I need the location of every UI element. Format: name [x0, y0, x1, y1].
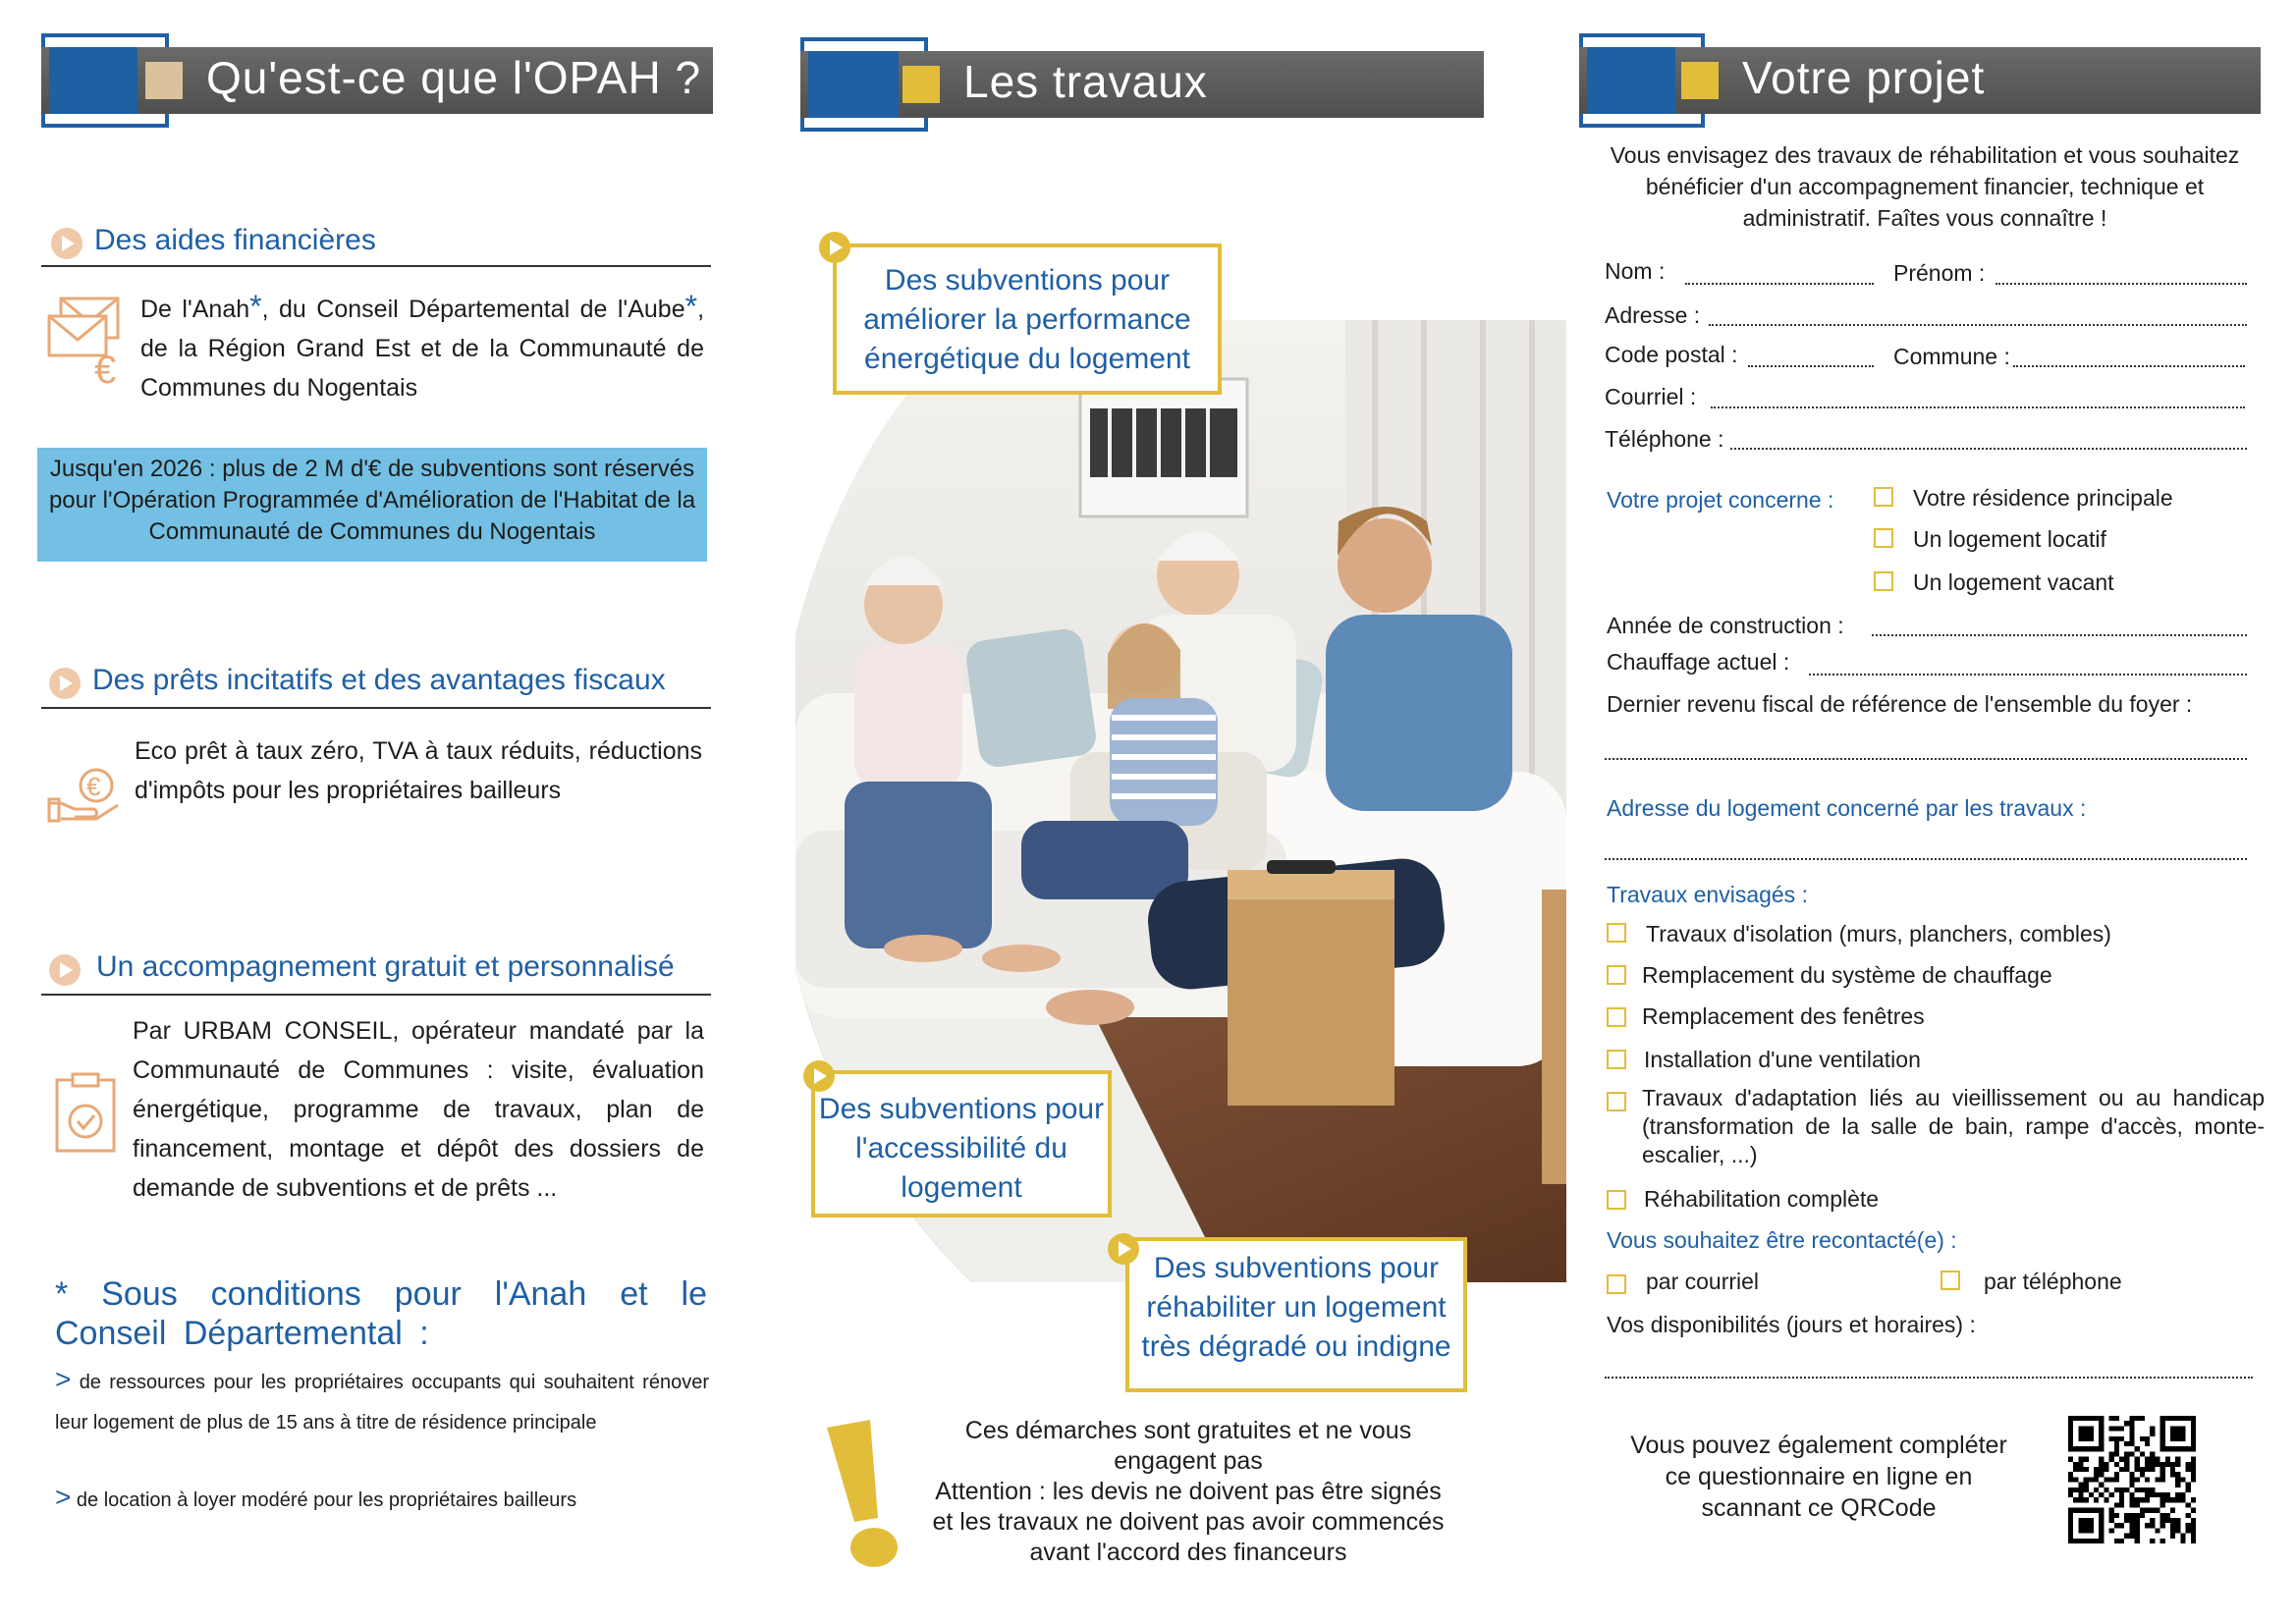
warning-note: Ces démarches sont gratuites et ne vous engagent pas Attention : les devis ne doivent pas être signés et les travaux ne doivent pas avoir commencés avant l'accord des financeurs	[932, 1417, 1445, 1566]
travaux-item: Installation d'une ventilation	[1644, 1047, 1921, 1072]
section-title-aides: Des aides financières	[94, 224, 376, 256]
travaux-label: Travaux envisagés :	[1607, 882, 1808, 907]
header-square-icon	[902, 66, 940, 103]
condition-item: > de ressources pour les propriétaires occupants qui souhaitent rénover leur logement de plus de 15 ans à titre de résidence principale	[55, 1364, 709, 1434]
recontact-label: Vous souhaitez être recontacté(e) :	[1607, 1227, 1957, 1253]
right-header	[1579, 47, 2261, 114]
budget-highlight-box: Jusqu'en 2026 : plus de 2 M d'€ de subventions sont réservés pour l'Opération Programmée d'Amélioration de l'Habitat de la Communauté de Communes du Nogentais	[37, 448, 707, 562]
projet-label: Votre projet concerne :	[1607, 487, 1834, 513]
conditions-title: * Sous conditions pour l'Anah et le Conseil Départemental :	[55, 1275, 707, 1352]
clipboard-check-icon	[53, 1072, 118, 1160]
header-blue-accent	[1587, 47, 1675, 114]
qr-code[interactable]	[2068, 1416, 2196, 1543]
checkbox-chauffage[interactable]	[1607, 965, 1626, 985]
nom-label: Nom :	[1605, 258, 1666, 284]
svg-text:€: €	[86, 772, 101, 801]
disponibilites-label: Vos disponibilités (jours et horaires) :	[1607, 1312, 1976, 1337]
middle-header	[800, 51, 1484, 118]
checkbox-fenetres[interactable]	[1607, 1007, 1626, 1027]
section-title-accompagnement: Un accompagnement gratuit et personnalisé	[96, 950, 675, 983]
play-bullet-icon	[51, 228, 82, 259]
code-postal-field[interactable]	[1748, 365, 1874, 367]
checkbox-par-courriel[interactable]	[1607, 1274, 1626, 1294]
header-title: Qu'est-ce que l'OPAH ?	[206, 52, 702, 103]
play-bullet-icon	[803, 1060, 835, 1092]
callout-accessibilite: Des subventions pour l'accessibilité du logement	[811, 1070, 1112, 1217]
commune-field[interactable]	[2013, 365, 2245, 367]
section-divider	[41, 994, 711, 996]
checkbox-par-telephone[interactable]	[1941, 1271, 1960, 1290]
travaux-item: Réhabilitation complète	[1644, 1186, 1880, 1212]
section-divider	[41, 265, 711, 267]
callout-performance-energetique: Des subventions pour améliorer la performance énergétique du logement	[833, 243, 1222, 395]
annee-label: Année de construction :	[1607, 613, 1844, 638]
checkbox-isolation[interactable]	[1607, 923, 1626, 943]
callout-rehabilitation: Des subventions pour réhabiliter un logement très dégradé ou indigne	[1125, 1237, 1467, 1392]
form-intro: Vous envisagez des travaux de réhabilitation et vous souhaitez bénéficier d'un accompagnement financier, technique et administratif. Faîtes vous connaître !	[1610, 142, 2240, 231]
commune-label: Commune :	[1893, 344, 2010, 369]
header-title: Votre projet	[1742, 52, 1986, 103]
recontact-option: par téléphone	[1984, 1269, 2122, 1294]
chauffage-label: Chauffage actuel :	[1607, 649, 1790, 675]
left-header	[41, 47, 713, 114]
checkbox-residence-principale[interactable]	[1874, 487, 1893, 507]
option-label: Un logement locatif	[1913, 526, 2106, 552]
adresse-label: Adresse :	[1605, 302, 1701, 328]
aides-text: De l'Anah*, du Conseil Départemental de l'Aube*, de la Région Grand Est et de la Communauté de Communes du Nogentais	[140, 289, 705, 402]
online-text: Vous pouvez également compléter ce questionnaire en ligne en scannant ce QRCode	[1630, 1432, 2007, 1522]
travaux-item: Remplacement des fenêtres	[1642, 1003, 1925, 1029]
envelope-euro-icon	[45, 295, 130, 394]
prets-text: Eco prêt à taux zéro, TVA à taux réduits, réductions d'impôts pour les propriétaires bailleurs	[135, 737, 702, 804]
revenu-label: Dernier revenu fiscal de référence de l'ensemble du foyer :	[1607, 691, 2193, 717]
checkbox-adaptation[interactable]	[1607, 1092, 1626, 1111]
code-postal-label: Code postal :	[1605, 342, 1738, 367]
prenom-field[interactable]	[1995, 283, 2247, 285]
checkbox-logement-vacant[interactable]	[1874, 571, 1893, 591]
checkbox-ventilation[interactable]	[1607, 1050, 1626, 1069]
telephone-field[interactable]	[1730, 448, 2247, 450]
travaux-item: Travaux d'isolation (murs, planchers, combles)	[1646, 921, 2111, 947]
arrow-right-icon: >	[55, 1364, 72, 1394]
asterisk: *	[684, 289, 698, 324]
exclamation-icon	[819, 1420, 907, 1574]
option-label: Votre résidence principale	[1913, 485, 2173, 511]
section-title-prets: Des prêts incitatifs et des avantages fiscaux	[92, 664, 666, 696]
play-bullet-icon	[1108, 1233, 1139, 1265]
play-bullet-icon	[819, 232, 850, 263]
section-divider	[41, 707, 711, 709]
courriel-label: Courriel :	[1605, 384, 1697, 409]
checkbox-logement-locatif[interactable]	[1874, 528, 1893, 548]
courriel-field[interactable]	[1711, 406, 2245, 408]
asterisk: *	[249, 289, 262, 324]
play-bullet-icon	[49, 954, 81, 986]
revenu-field[interactable]	[1605, 758, 2247, 760]
svg-text:€: €	[94, 349, 117, 389]
header-title: Les travaux	[963, 56, 1208, 107]
header-square-icon	[145, 62, 183, 99]
recontact-option: par courriel	[1646, 1269, 1760, 1294]
header-blue-accent	[49, 47, 137, 114]
checkbox-rehabilitation[interactable]	[1607, 1190, 1626, 1210]
telephone-label: Téléphone :	[1605, 426, 1724, 452]
play-bullet-icon	[49, 668, 81, 699]
travaux-item: Remplacement du système de chauffage	[1642, 962, 2052, 988]
condition-item: > de location à loyer modéré pour les propriétaires bailleurs	[55, 1482, 577, 1512]
chauffage-field[interactable]	[1809, 674, 2247, 676]
prenom-label: Prénom :	[1893, 260, 1986, 286]
nom-field[interactable]	[1685, 283, 1874, 285]
travaux-item: Travaux d'adaptation liés au vieillissement ou au handicap (transformation de la salle de bain, rampe d'accès, monte-escalier, ...)	[1642, 1085, 2265, 1167]
adresse-logement-field[interactable]	[1605, 858, 2247, 860]
disponibilites-field[interactable]	[1605, 1377, 2253, 1379]
arrow-right-icon: >	[55, 1482, 72, 1512]
accompagnement-text: Par URBAM CONSEIL, opérateur mandaté par la Communauté de Communes : visite, évaluation énergétique, programme de travaux, plan de financement, montage et dépôt des dossiers de demande de subventions et de prêts ...	[133, 1017, 704, 1202]
adresse-field[interactable]	[1709, 324, 2247, 326]
option-label: Un logement vacant	[1913, 569, 2114, 595]
adresse-logement-label: Adresse du logement concerné par les travaux :	[1607, 795, 2087, 821]
annee-field[interactable]	[1872, 634, 2247, 636]
header-blue-accent	[808, 51, 899, 118]
hand-euro-icon	[47, 766, 120, 830]
header-square-icon	[1681, 62, 1719, 99]
